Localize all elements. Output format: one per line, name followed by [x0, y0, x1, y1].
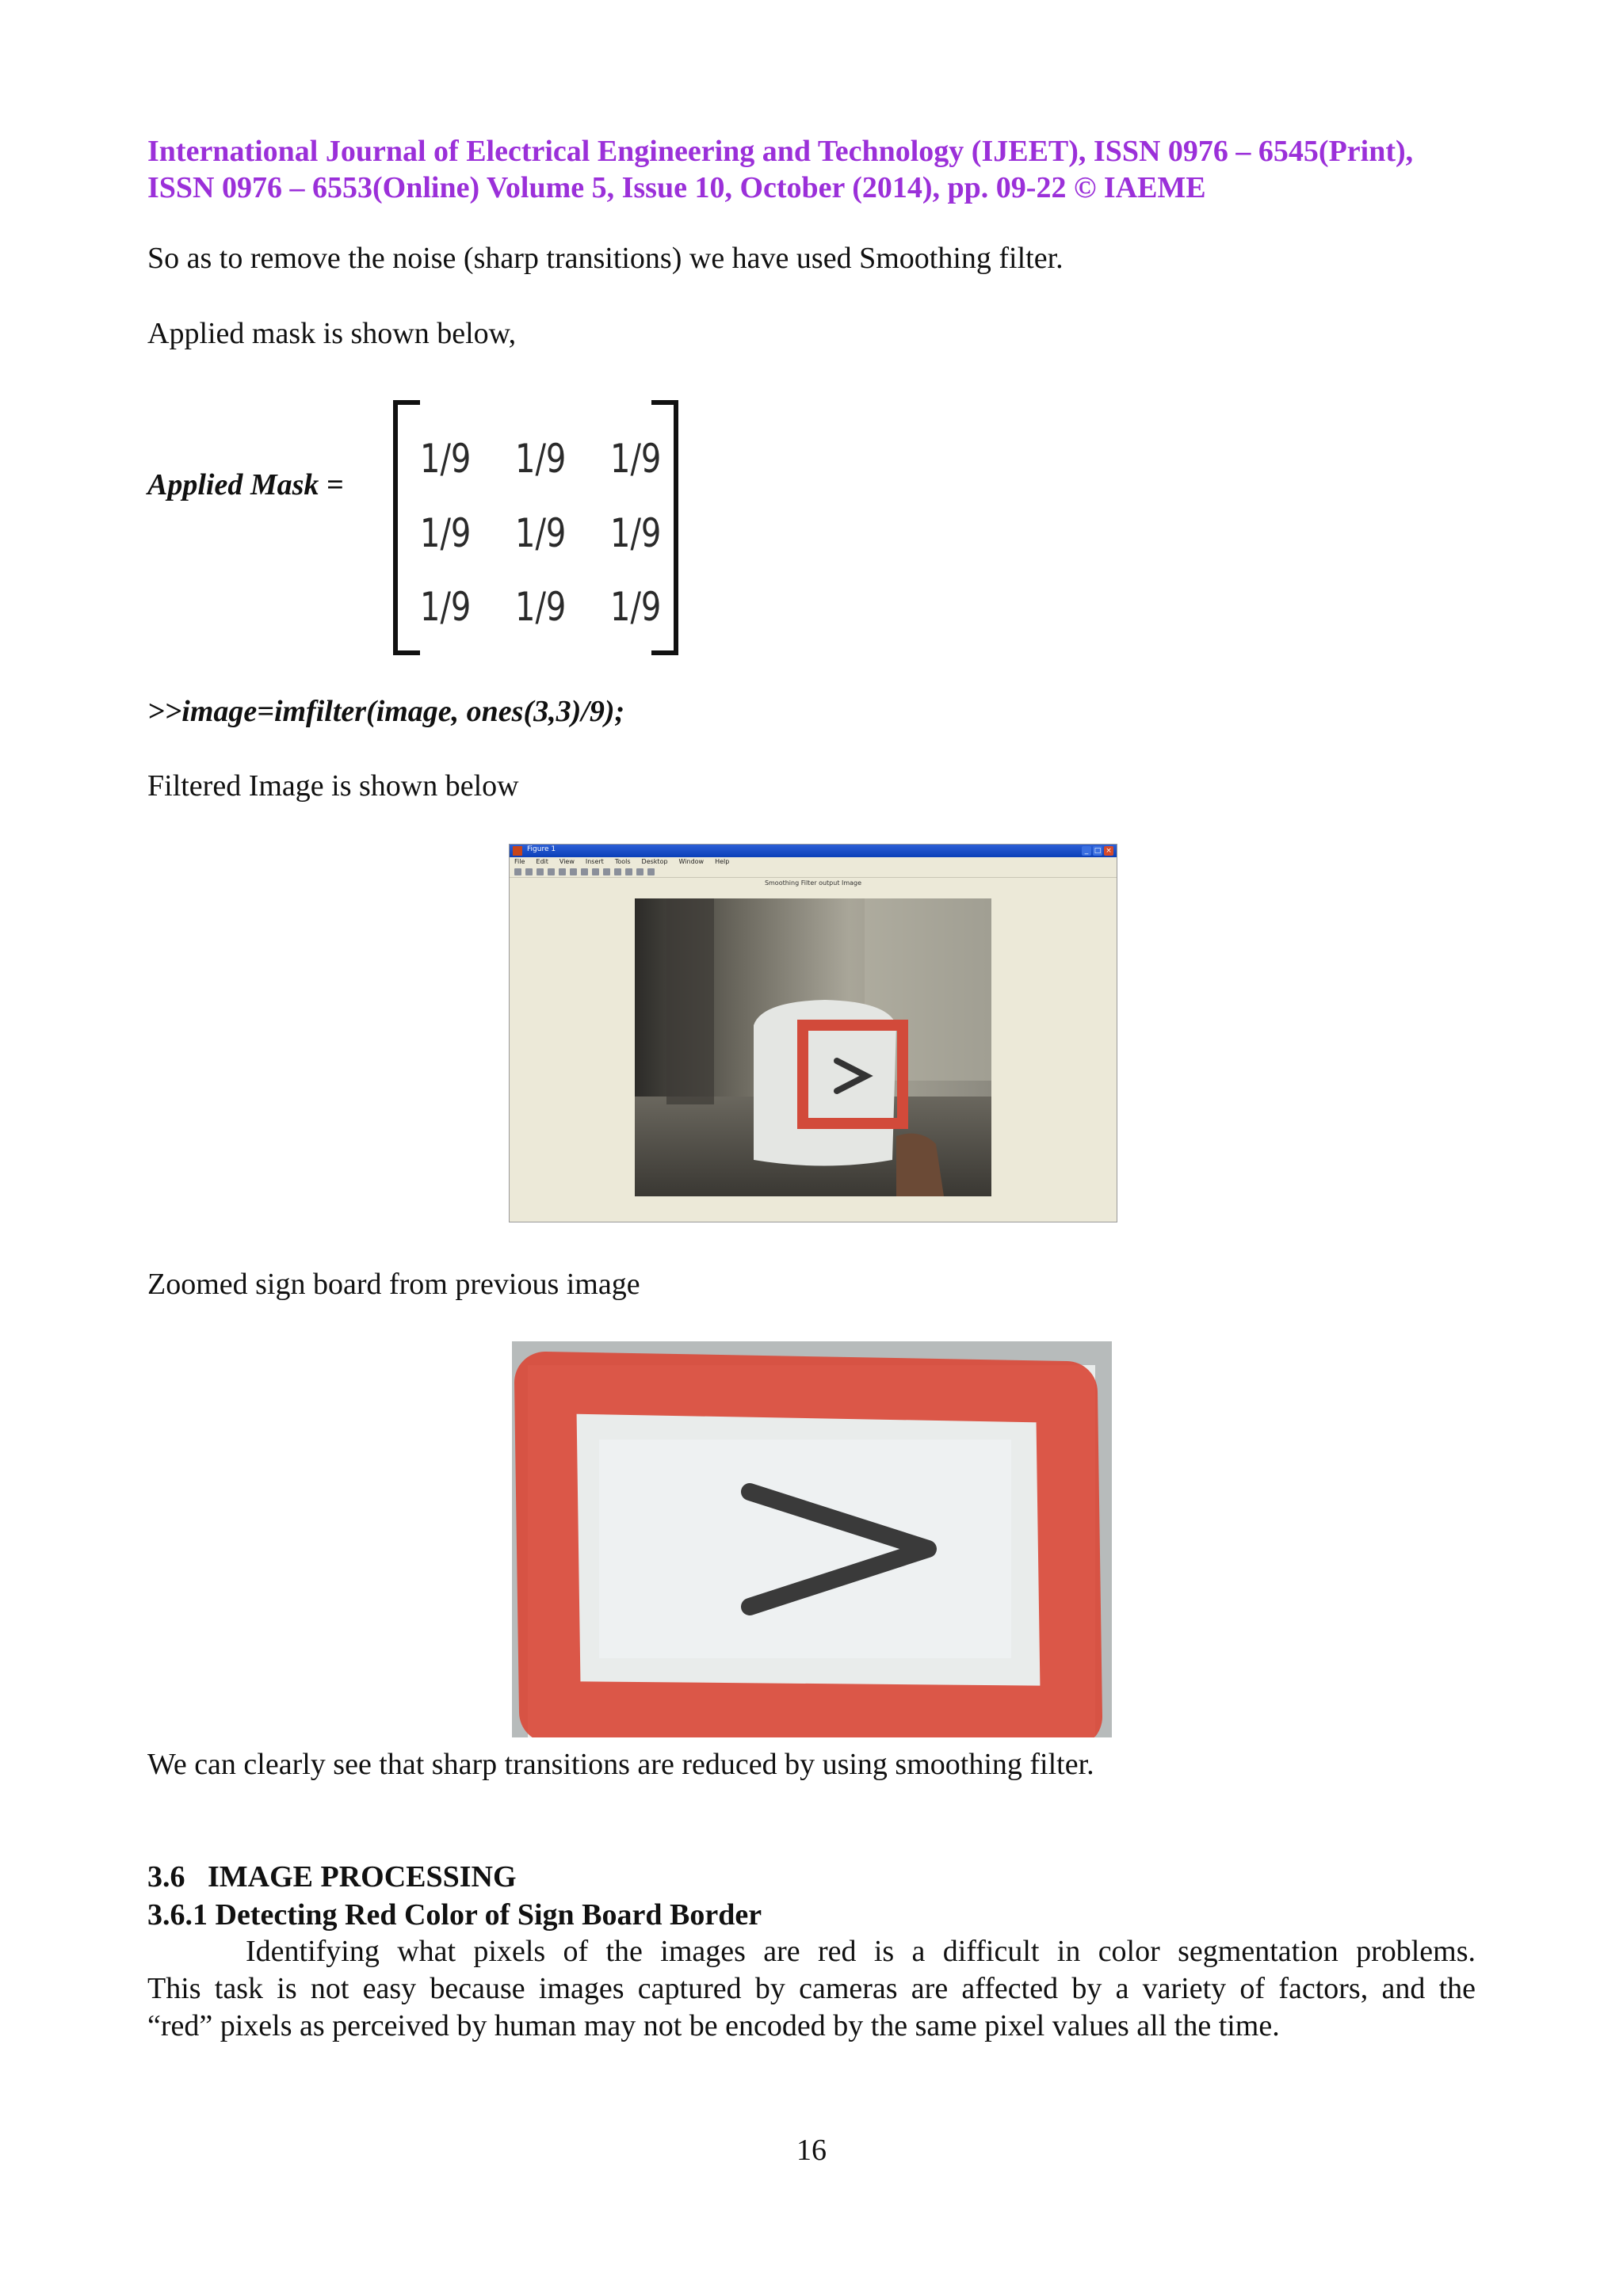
- paragraph-line: This task is not easy because images captured by cameras are affected by a variety of factors, and the: [147, 1972, 1476, 2005]
- mask-label: Applied Mask =: [147, 468, 344, 502]
- code-line: >>image=imfilter(image, ones(3,3)/9);: [147, 695, 625, 728]
- figure-toolbar: [510, 867, 1117, 878]
- rotate-icon: [603, 868, 610, 875]
- camera-photo-scene: [635, 898, 991, 1196]
- open-icon: [525, 868, 533, 875]
- conclusion-text: We can clearly see that sharp transitions are reduced by using smoothing filter.: [147, 1748, 1094, 1781]
- matrix-cell: 1/9: [515, 511, 567, 557]
- journal-header-line-2: ISSN 0976 – 6553(Online) Volume 5, Issue 10, October (2014), pp. 09-22 © IAEME: [147, 171, 1206, 204]
- matrix-cell: 1/9: [420, 511, 472, 557]
- matrix-cell: 1/9: [420, 437, 472, 482]
- axes-title: Smoothing Filter output Image: [764, 879, 862, 887]
- matrix-cell: 1/9: [610, 437, 662, 482]
- brush-icon: [625, 868, 632, 875]
- menu-file: File: [514, 858, 525, 865]
- zoom-caption: Zoomed sign board from previous image: [147, 1268, 640, 1301]
- journal-header-line-1: International Journal of Electrical Engineering and Technology (IJEET), ISSN 0976 – 6545(Print),: [147, 135, 1414, 168]
- menu-tools: Tools: [614, 858, 631, 865]
- new-figure-icon: [514, 868, 521, 875]
- menu-edit: Edit: [536, 858, 548, 865]
- matlab-logo-icon: [513, 846, 522, 856]
- menu-desktop: Desktop: [641, 858, 668, 865]
- matrix-cell: 1/9: [610, 511, 662, 557]
- intro-text: So as to remove the noise (sharp transitions) we have used Smoothing filter.: [147, 242, 1064, 275]
- matrix-cell: 1/9: [610, 585, 662, 631]
- menu-insert: Insert: [585, 858, 604, 865]
- matrix-left-bracket: [393, 400, 420, 655]
- figure-title: Figure 1: [527, 845, 556, 853]
- colorbar-icon: [636, 868, 643, 875]
- menu-help: Help: [715, 858, 730, 865]
- maximize-icon: □: [1094, 847, 1102, 855]
- legend-icon: [647, 868, 655, 875]
- matlab-figure-window: [509, 844, 1117, 1222]
- mask-intro-text: Applied mask is shown below,: [147, 317, 517, 350]
- paragraph-line: Identifying what pixels of the images are red is a difficult in color segmentation problems.: [246, 1935, 1476, 1968]
- section-paragraph: [147, 1933, 1476, 2045]
- page-number: 16: [796, 2134, 827, 2167]
- figure-title-bar: [510, 845, 1117, 857]
- matrix-cell: 1/9: [515, 437, 567, 482]
- save-icon: [537, 868, 544, 875]
- figure-menu-bar: [510, 857, 1117, 867]
- print-icon: [548, 868, 555, 875]
- zoomed-sign-photo: [512, 1341, 1112, 1737]
- close-icon: ×: [1104, 846, 1113, 856]
- matrix-cell: 1/9: [515, 585, 567, 631]
- edit-plot-icon: [559, 868, 566, 875]
- data-cursor-icon: [614, 868, 621, 875]
- mask-matrix: [393, 400, 678, 655]
- filtered-caption: Filtered Image is shown below: [147, 769, 519, 803]
- zoom-out-icon: [581, 868, 588, 875]
- zoom-in-icon: [570, 868, 577, 875]
- matrix-cell: 1/9: [420, 585, 472, 631]
- minimize-icon: _: [1082, 846, 1091, 856]
- smoothed-output-image: [635, 898, 991, 1196]
- subsection-heading: 3.6.1 Detecting Red Color of Sign Board Border: [147, 1898, 762, 1932]
- zoomed-sign-board-image: [512, 1341, 1112, 1737]
- menu-view: View: [559, 858, 575, 865]
- menu-window: Window: [678, 858, 705, 865]
- journal-header: [147, 133, 1413, 206]
- paragraph-line: “red” pixels as perceived by human may not be encoded by the same pixel values all the time.: [147, 2009, 1280, 2042]
- pan-icon: [592, 868, 599, 875]
- section-heading: 3.6 IMAGE PROCESSING: [147, 1860, 517, 1894]
